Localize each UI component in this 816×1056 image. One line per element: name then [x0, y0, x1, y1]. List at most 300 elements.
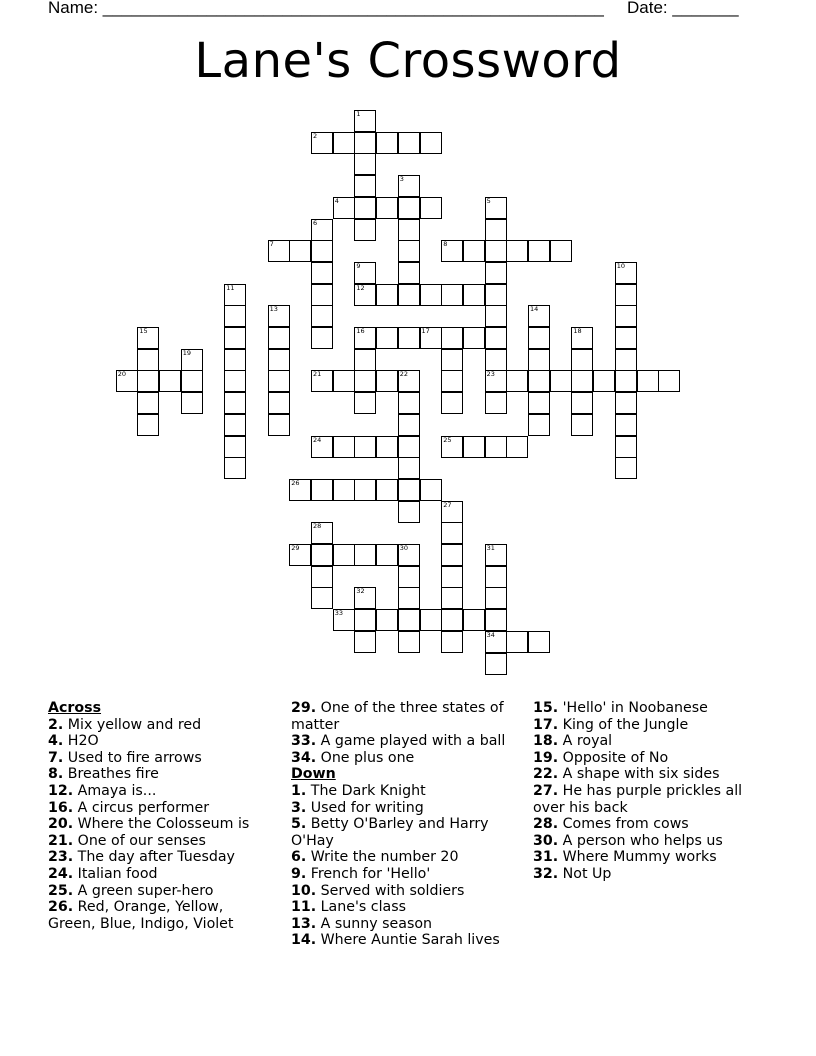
grid-cell[interactable]: [420, 284, 442, 306]
grid-cell[interactable]: [441, 240, 463, 262]
grid-cell[interactable]: [116, 370, 138, 392]
clue-number: 20.: [48, 816, 74, 833]
across-clue: [291, 750, 517, 767]
grid-cell[interactable]: [528, 305, 550, 327]
date-label: Date:: [627, 0, 673, 17]
grid-cell[interactable]: [376, 609, 398, 631]
clue-number: 4.: [48, 733, 64, 750]
grid-cell[interactable]: [441, 544, 463, 566]
grid-cell[interactable]: [615, 349, 637, 371]
grid-cell[interactable]: [528, 349, 550, 371]
grid-cell[interactable]: [268, 327, 290, 349]
grid-cell[interactable]: [485, 587, 507, 609]
name-blank[interactable]: _____________________________________________________: [102, 0, 604, 17]
grid-cell[interactable]: [571, 327, 593, 349]
clue-number: 9: [356, 261, 361, 270]
across-clue: [291, 700, 517, 733]
grid-cell[interactable]: [354, 262, 376, 284]
grid-cell[interactable]: [463, 327, 485, 349]
grid-cell[interactable]: [137, 392, 159, 414]
grid-cell[interactable]: [289, 479, 311, 501]
grid-cell[interactable]: [333, 609, 355, 631]
grid-cell[interactable]: [398, 566, 420, 588]
down-clue: [533, 866, 759, 883]
clue-number: 5: [486, 196, 491, 205]
clue-text: The Dark Knight: [306, 782, 426, 799]
clue-number: 9.: [291, 865, 307, 882]
grid-cell[interactable]: [268, 305, 290, 327]
grid-cell[interactable]: [224, 305, 246, 327]
clue-number: 24: [313, 435, 322, 444]
clue-text: Used for writing: [306, 799, 424, 816]
down-heading: Down: [291, 766, 336, 783]
grid-cell[interactable]: [354, 197, 376, 219]
grid-cell[interactable]: [441, 284, 463, 306]
grid-cell[interactable]: [441, 609, 463, 631]
clue-text: 'Hello' in Noobanese: [558, 700, 708, 716]
grid-cell[interactable]: [485, 631, 507, 653]
clue-text: Mix yellow and red: [63, 716, 202, 733]
clue-number: 23: [486, 370, 495, 379]
grid-cell[interactable]: [485, 262, 507, 284]
clue-number: 32: [356, 587, 365, 596]
clue-number: 18: [573, 327, 582, 335]
clue-text: Served with soldiers: [316, 882, 465, 899]
grid-cell[interactable]: [398, 262, 420, 284]
grid-cell[interactable]: [311, 327, 333, 349]
grid-cell[interactable]: [441, 349, 463, 371]
down-clue: [291, 916, 517, 933]
grid-cell[interactable]: [463, 284, 485, 306]
grid-cell[interactable]: [398, 175, 420, 197]
clue-text: A shape with six sides: [558, 766, 720, 783]
grid-cell[interactable]: [354, 153, 376, 175]
clue-number: 17.: [533, 716, 559, 733]
clue-number: 27: [443, 500, 452, 509]
clue-number: 25.: [48, 882, 74, 899]
clue-number: 15.: [533, 700, 559, 716]
grid-cell[interactable]: [311, 305, 333, 327]
grid-cell[interactable]: [398, 457, 420, 479]
page-title: Lane's Crossword: [194, 33, 622, 89]
clue-number: 7: [269, 240, 274, 249]
across-clue: [291, 733, 517, 750]
clue-number: 31: [486, 544, 495, 552]
clue-number: 27.: [533, 782, 559, 799]
clue-number: 16: [356, 327, 365, 335]
down-clue: [291, 800, 517, 817]
grid-cell[interactable]: [441, 631, 463, 653]
clue-number: 8.: [48, 766, 64, 783]
grid-cell[interactable]: [485, 653, 507, 675]
clue-number: 30.: [533, 832, 559, 849]
grid-cell[interactable]: [181, 349, 203, 371]
grid-cell[interactable]: [615, 457, 637, 479]
clue-number: 21.: [48, 832, 74, 849]
grid-cell[interactable]: [550, 370, 572, 392]
grid-cell[interactable]: [528, 414, 550, 436]
grid-cell[interactable]: [268, 414, 290, 436]
grid-cell[interactable]: [159, 370, 181, 392]
clue-number: 24.: [48, 865, 74, 882]
grid-cell[interactable]: [354, 349, 376, 371]
down-clue: [533, 783, 759, 816]
grid-cell[interactable]: [615, 284, 637, 306]
down-clue: [533, 816, 759, 833]
grid-cell[interactable]: [333, 132, 355, 154]
clue-number: 4: [334, 196, 339, 205]
clue-text: Write the number 20: [306, 849, 459, 866]
grid-cell[interactable]: [550, 240, 572, 262]
grid-cell[interactable]: [289, 544, 311, 566]
grid-cell[interactable]: [376, 436, 398, 458]
grid-cell[interactable]: [224, 436, 246, 458]
grid-cell[interactable]: [398, 436, 420, 458]
grid-cell[interactable]: [354, 587, 376, 609]
grid-cell[interactable]: [137, 414, 159, 436]
grid-cell[interactable]: [376, 327, 398, 349]
across-clue: [48, 750, 268, 767]
clues-column-3: [533, 700, 759, 883]
clue-number: 19: [182, 348, 192, 357]
grid-cell[interactable]: [398, 284, 420, 306]
grid-cell[interactable]: [571, 392, 593, 414]
grid-cell[interactable]: [485, 436, 507, 458]
down-clue: [291, 866, 517, 883]
clue-number: 16.: [48, 799, 74, 816]
down-clue: [533, 733, 759, 750]
clue-number: 18.: [533, 733, 559, 750]
across-clue: [48, 833, 268, 850]
grid-cell[interactable]: [224, 349, 246, 371]
clue-number: 8: [443, 240, 448, 249]
grid-cell[interactable]: [224, 370, 246, 392]
down-clue: [533, 717, 759, 734]
clue-number: 5.: [291, 816, 307, 833]
grid-cell[interactable]: [506, 240, 528, 262]
clue-number: 2: [313, 131, 318, 140]
clue-number: 10: [616, 261, 626, 270]
clue-number: 15: [139, 327, 148, 335]
clue-text: A person who helps us: [558, 832, 723, 849]
grid-cell[interactable]: [441, 327, 463, 349]
clue-text: King of the Jungle: [558, 716, 689, 733]
clue-number: 31.: [533, 849, 559, 866]
clue-number: 1: [356, 110, 361, 118]
down-clue: [533, 766, 759, 783]
grid-cell[interactable]: [376, 544, 398, 566]
clue-number: 19.: [533, 749, 559, 766]
clue-number: 12: [356, 283, 365, 292]
clue-text: Used to fire arrows: [63, 749, 202, 766]
grid-cell[interactable]: [289, 240, 311, 262]
grid-cell[interactable]: [268, 240, 290, 262]
grid-cell[interactable]: [354, 219, 376, 241]
grid-cell[interactable]: [398, 370, 420, 392]
grid-cell[interactable]: [528, 327, 550, 349]
across-clue: [48, 866, 268, 883]
grid-cell[interactable]: [333, 436, 355, 458]
grid-cell[interactable]: [506, 631, 528, 653]
grid-cell[interactable]: [137, 349, 159, 371]
clue-number: 3: [399, 175, 404, 184]
grid-cell[interactable]: [376, 284, 398, 306]
grid-cell[interactable]: [224, 284, 246, 306]
clue-number: 13: [269, 305, 278, 314]
grid-cell[interactable]: [311, 479, 333, 501]
grid-cell[interactable]: [615, 436, 637, 458]
grid-cell[interactable]: [485, 609, 507, 631]
clues-column-1: [48, 700, 268, 932]
clue-number: 6: [313, 218, 318, 227]
grid-cell[interactable]: [354, 284, 376, 306]
grid-cell[interactable]: [615, 305, 637, 327]
clue-number: 26.: [48, 899, 74, 916]
name-label: Name:: [48, 0, 103, 17]
grid-cell[interactable]: [354, 327, 376, 349]
clue-number: 28.: [533, 816, 559, 833]
grid-cell[interactable]: [398, 609, 420, 631]
clue-text: Where the Colosseum is: [73, 816, 250, 833]
grid-cell[interactable]: [485, 197, 507, 219]
clue-number: 28: [313, 522, 322, 531]
clue-text: Where Mummy works: [558, 849, 717, 866]
clue-number: 33.: [291, 733, 317, 750]
grid-cell[interactable]: [398, 631, 420, 653]
grid-cell[interactable]: [181, 370, 203, 392]
grid-cell[interactable]: [420, 327, 442, 349]
grid-cell[interactable]: [485, 349, 507, 371]
grid-cell[interactable]: [398, 197, 420, 219]
grid-cell[interactable]: [137, 327, 159, 349]
clue-text: Opposite of No: [558, 749, 669, 766]
clue-number: 22: [399, 370, 409, 379]
grid-cell[interactable]: [181, 392, 203, 414]
grid-cell[interactable]: [311, 566, 333, 588]
grid-cell[interactable]: [485, 370, 507, 392]
grid-cell[interactable]: [137, 370, 159, 392]
clue-number: 10.: [291, 882, 317, 899]
grid-cell[interactable]: [224, 457, 246, 479]
grid-cell[interactable]: [420, 609, 442, 631]
grid-cell[interactable]: [485, 544, 507, 566]
grid-cell[interactable]: [485, 219, 507, 241]
grid-cell[interactable]: [311, 240, 333, 262]
across-clue: [48, 899, 268, 932]
down-clue: [533, 700, 759, 717]
clue-text: He has purple prickles all over his back: [533, 782, 743, 816]
clue-number: 29.: [291, 700, 317, 716]
grid-cell[interactable]: [593, 370, 615, 392]
across-clue: [48, 883, 268, 900]
grid-cell[interactable]: [571, 414, 593, 436]
grid-cell[interactable]: [398, 501, 420, 523]
grid-cell[interactable]: [333, 370, 355, 392]
clue-text: H2O: [63, 733, 99, 750]
grid-cell[interactable]: [528, 631, 550, 653]
clue-number: 23.: [48, 849, 74, 866]
grid-cell[interactable]: [528, 240, 550, 262]
grid-cell[interactable]: [615, 327, 637, 349]
grid-cell[interactable]: [311, 544, 333, 566]
grid-cell[interactable]: [354, 479, 376, 501]
across-clue: [48, 766, 268, 783]
grid-cell[interactable]: [398, 132, 420, 154]
grid-cell[interactable]: [506, 436, 528, 458]
grid-cell[interactable]: [311, 132, 333, 154]
grid-cell[interactable]: [420, 132, 442, 154]
down-clue: [533, 849, 759, 866]
grid-cell[interactable]: [376, 479, 398, 501]
grid-cell[interactable]: [311, 219, 333, 241]
grid-cell[interactable]: [354, 370, 376, 392]
clue-number: 2.: [48, 716, 64, 733]
down-clue: [291, 849, 517, 866]
grid-cell[interactable]: [333, 544, 355, 566]
grid-cell[interactable]: [398, 219, 420, 241]
clue-number: 14: [530, 305, 539, 314]
grid-cell[interactable]: [354, 175, 376, 197]
grid-cell[interactable]: [441, 501, 463, 523]
grid-cell[interactable]: [571, 370, 593, 392]
clue-text: A game played with a ball: [316, 733, 506, 750]
grid-cell[interactable]: [528, 370, 550, 392]
grid-cell[interactable]: [485, 327, 507, 349]
clue-number: 1.: [291, 782, 307, 799]
grid-cell[interactable]: [376, 197, 398, 219]
grid-cell[interactable]: [311, 284, 333, 306]
grid-cell[interactable]: [268, 370, 290, 392]
grid-cell[interactable]: [658, 370, 680, 392]
grid-cell[interactable]: [441, 392, 463, 414]
grid-cell[interactable]: [485, 284, 507, 306]
clue-number: 34: [486, 630, 495, 639]
across-clue: [48, 783, 268, 800]
grid-cell[interactable]: [441, 587, 463, 609]
across-clue: [48, 849, 268, 866]
grid-cell[interactable]: [398, 392, 420, 414]
grid-cell[interactable]: [376, 370, 398, 392]
grid-cell[interactable]: [398, 327, 420, 349]
grid-cell[interactable]: [441, 522, 463, 544]
across-clue: [48, 717, 268, 734]
date-blank[interactable]: _______: [672, 0, 739, 17]
grid-cell[interactable]: [420, 197, 442, 219]
across-heading: Across: [48, 700, 102, 716]
grid-cell[interactable]: [441, 370, 463, 392]
clue-text: The day after Tuesday: [73, 849, 235, 866]
grid-cell[interactable]: [333, 479, 355, 501]
grid-cell[interactable]: [311, 587, 333, 609]
across-clue: [48, 733, 268, 750]
grid-cell[interactable]: [311, 370, 333, 392]
clue-text: A royal: [558, 733, 613, 750]
grid-cell[interactable]: [441, 566, 463, 588]
grid-cell[interactable]: [420, 479, 442, 501]
grid-cell[interactable]: [615, 370, 637, 392]
grid-cell[interactable]: [571, 349, 593, 371]
grid-cell[interactable]: [354, 132, 376, 154]
grid-cell[interactable]: [441, 436, 463, 458]
clue-text: A sunny season: [316, 915, 433, 932]
grid-cell[interactable]: [463, 436, 485, 458]
clue-text: A circus performer: [73, 799, 210, 816]
grid-cell[interactable]: [311, 262, 333, 284]
clue-text: One of the three states of matter: [291, 700, 504, 733]
clue-number: 11.: [291, 899, 317, 916]
clue-text: Lane's class: [316, 899, 406, 916]
grid-cell[interactable]: [354, 609, 376, 631]
grid-cell[interactable]: [485, 392, 507, 414]
grid-cell[interactable]: [398, 479, 420, 501]
down-clue: [533, 833, 759, 850]
clue-number: 13.: [291, 915, 317, 932]
down-clue: [533, 750, 759, 767]
grid-cell[interactable]: [398, 414, 420, 436]
clue-text: Betty O'Barley and Harry O'Hay: [291, 816, 489, 849]
grid-cell[interactable]: [224, 327, 246, 349]
across-clue: [48, 800, 268, 817]
grid-cell[interactable]: [311, 436, 333, 458]
grid-cell[interactable]: [615, 414, 637, 436]
grid-cell[interactable]: [354, 544, 376, 566]
grid-cell[interactable]: [354, 631, 376, 653]
grid-cell[interactable]: [463, 240, 485, 262]
grid-cell[interactable]: [224, 414, 246, 436]
down-clue: [291, 899, 517, 916]
clue-text: Amaya is...: [73, 782, 157, 799]
clue-number: 29: [291, 544, 300, 552]
grid-cell[interactable]: [354, 436, 376, 458]
down-clue: [291, 883, 517, 900]
grid-cell[interactable]: [506, 370, 528, 392]
grid-cell[interactable]: [354, 392, 376, 414]
grid-cell[interactable]: [637, 370, 659, 392]
grid-cell[interactable]: [485, 305, 507, 327]
grid-cell[interactable]: [398, 240, 420, 262]
clue-text: Comes from cows: [558, 816, 689, 833]
grid-cell[interactable]: [333, 197, 355, 219]
grid-cell[interactable]: [398, 544, 420, 566]
grid-cell[interactable]: [354, 110, 376, 132]
clue-number: 30: [399, 544, 409, 552]
clue-number: 26: [291, 478, 300, 487]
grid-cell[interactable]: [224, 392, 246, 414]
grid-cell[interactable]: [485, 240, 507, 262]
grid-cell[interactable]: [398, 587, 420, 609]
grid-cell[interactable]: [268, 392, 290, 414]
grid-cell[interactable]: [615, 392, 637, 414]
grid-cell[interactable]: [485, 566, 507, 588]
clue-text: Italian food: [73, 865, 158, 882]
clue-number: 6.: [291, 849, 307, 866]
clue-number: 34.: [291, 749, 317, 766]
clue-text: Red, Orange, Yellow, Green, Blue, Indigo, Violet: [48, 899, 234, 932]
clues-column-2: [291, 700, 517, 949]
grid-cell[interactable]: [463, 609, 485, 631]
clue-text: French for 'Hello': [306, 865, 431, 882]
grid-cell[interactable]: [615, 262, 637, 284]
clue-number: 33: [334, 609, 343, 618]
grid-cell[interactable]: [528, 392, 550, 414]
grid-cell[interactable]: [311, 522, 333, 544]
clue-text: One plus one: [316, 749, 415, 766]
grid-cell[interactable]: [376, 132, 398, 154]
down-clue: [291, 816, 517, 849]
grid-cell[interactable]: [268, 349, 290, 371]
down-clue: [291, 783, 517, 800]
clue-number: 7.: [48, 749, 64, 766]
